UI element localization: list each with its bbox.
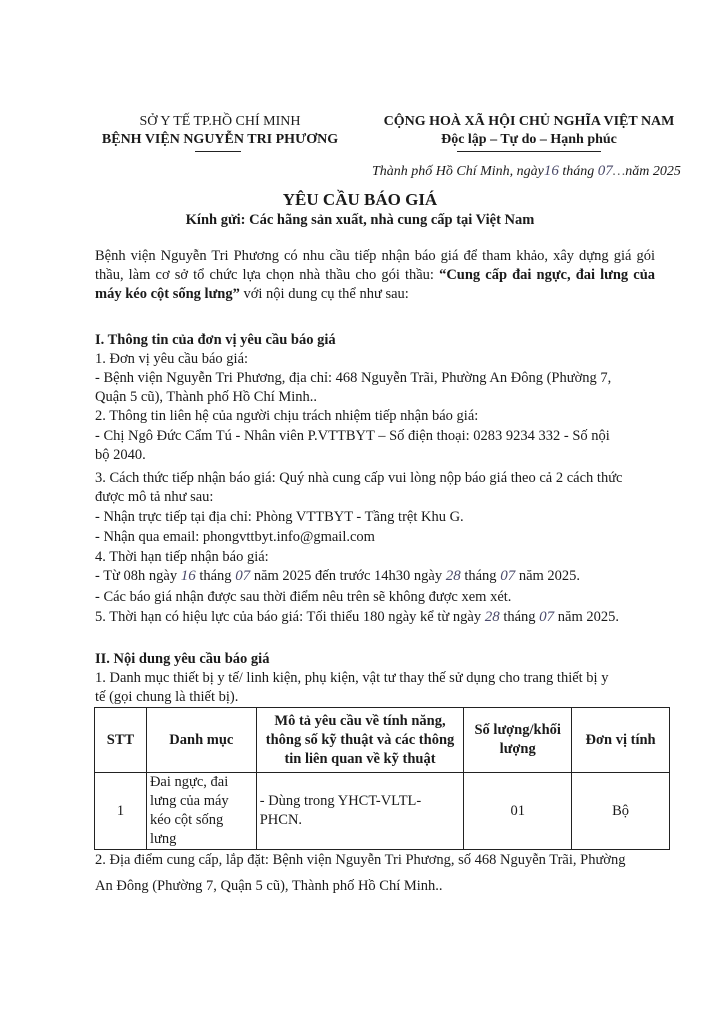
section1-line: 2. Thông tin liên hệ của người chịu trách nhiệm tiếp nhận báo giá: xyxy=(95,408,479,424)
table-cell: 1 xyxy=(95,773,147,850)
receipt-period-line: - Từ 08h ngày 16 tháng 07 năm 2025 đến trước 14h30 ngày 28 tháng 07 năm 2025. xyxy=(95,568,581,584)
section1-line: 3. Cách thức tiếp nhận báo giá: Quý nhà cung cấp vui lòng nộp báo giá theo cả 2 cách thức xyxy=(95,470,623,486)
table-header-cell: Mô tả yêu cầu về tính năng, thông số kỹ thuật và các thông tin liên quan về kỹ thuật xyxy=(256,708,464,773)
section2-line: An Đông (Phường 7, Quận 5 cũ), Thành phố Hồ Chí Minh.. xyxy=(95,878,443,894)
agency-name: SỞ Y TẾ TP.HỒ CHÍ MINH xyxy=(139,114,301,129)
section1-line: bộ 2040. xyxy=(95,447,146,463)
equipment-table xyxy=(94,707,670,850)
recipient-line: Kính gửi: Các hãng sản xuất, nhà cung cấp tại Việt Nam xyxy=(185,212,535,228)
table-cell: - Dùng trong YHCT-VLTL-PHCN. xyxy=(256,773,464,850)
table-cell: Đai ngực, đai lưng của máy kéo cột sống lưng xyxy=(146,773,256,850)
table-cell: 01 xyxy=(464,773,572,850)
hospital-name: BỆNH VIỆN NGUYỄN TRI PHƯƠNG xyxy=(101,132,339,147)
hospital-underline xyxy=(195,151,241,152)
date-day: 16 xyxy=(543,163,559,179)
section2-line: 2. Địa điểm cung cấp, lắp đặt: Bệnh viện Nguyễn Tri Phương, số 468 Nguyễn Trãi, Phường xyxy=(95,852,626,868)
page-title: YÊU CẦU BÁO GIÁ xyxy=(282,190,438,209)
package-name: “Cung cấp đai ngực, đai lưng của máy kéo cột sống lưng” xyxy=(95,267,656,303)
table-header-cell: Số lượng/khối lượng xyxy=(464,708,572,773)
section1-line: Quận 5 cũ), Thành phố Hồ Chí Minh.. xyxy=(95,389,318,405)
validity-line: 5. Thời hạn có hiệu lực của báo giá: Tối thiểu 180 ngày kể từ ngày 28 tháng 07 năm 2025. xyxy=(95,609,619,625)
table-cell: Bộ xyxy=(572,773,670,850)
table-header-cell: STT xyxy=(95,708,147,773)
section1-line: - Nhận trực tiếp tại địa chỉ: Phòng VTTBYT - Tầng trệt Khu G. xyxy=(95,509,464,525)
motto-underline xyxy=(457,151,601,152)
table-row xyxy=(95,773,670,850)
section1-heading: I. Thông tin của đơn vị yêu cầu báo giá xyxy=(95,332,336,348)
email-line: - Nhận qua email: phongvttbyt.info@gmail.com xyxy=(95,529,375,545)
section2-heading: II. Nội dung yêu cầu báo giá xyxy=(95,651,270,667)
section2-line: tế (gọi chung là thiết bị). xyxy=(95,689,239,705)
section1-line: - Các báo giá nhận được sau thời điểm nêu trên sẽ không được xem xét. xyxy=(95,589,512,605)
section2-line: 1. Danh mục thiết bị y tế/ linh kiện, phụ kiện, vật tư thay thế sử dụng cho trang thiết bị y xyxy=(95,670,609,686)
section1-line: được mô tả như sau: xyxy=(95,489,214,505)
table-header-cell: Danh mục xyxy=(146,708,256,773)
section1-line: - Chị Ngô Đức Cẩm Tú - Nhân viên P.VTTBYT – Số điện thoại: 0283 9234 332 - Số nội xyxy=(95,428,610,444)
date-month: 07 xyxy=(597,163,613,179)
table-header-cell: Đơn vị tính xyxy=(572,708,670,773)
motto: Độc lập – Tự do – Hạnh phúc xyxy=(441,132,617,147)
section1-line: - Bệnh viện Nguyễn Tri Phương, địa chỉ: 468 Nguyễn Trãi, Phường An Đông (Phường 7, xyxy=(95,370,612,386)
nation-name: CỘNG HOÀ XÃ HỘI CHỦ NGHĨA VIỆT NAM xyxy=(383,114,675,129)
date-line: Thành phố Hồ Chí Minh, ngày16 tháng 07…năm 2025 xyxy=(372,163,681,179)
section1-line: 4. Thời hạn tiếp nhận báo giá: xyxy=(95,549,269,565)
intro-paragraph: Bệnh viện Nguyễn Tri Phương có nhu cầu tiếp nhận báo giá để tham khảo, xây dựng giá gói thầu, làm cơ sở tổ chức lựa chọn nhà thầu cho gói thầu: “Cung cấp đai ngực, đai lưng của máy kéo cột sống lưng” với nội dung cụ thể như sau: xyxy=(95,248,656,303)
table-header-row xyxy=(95,708,670,773)
section1-line: 1. Đơn vị yêu cầu báo giá: xyxy=(95,351,249,367)
